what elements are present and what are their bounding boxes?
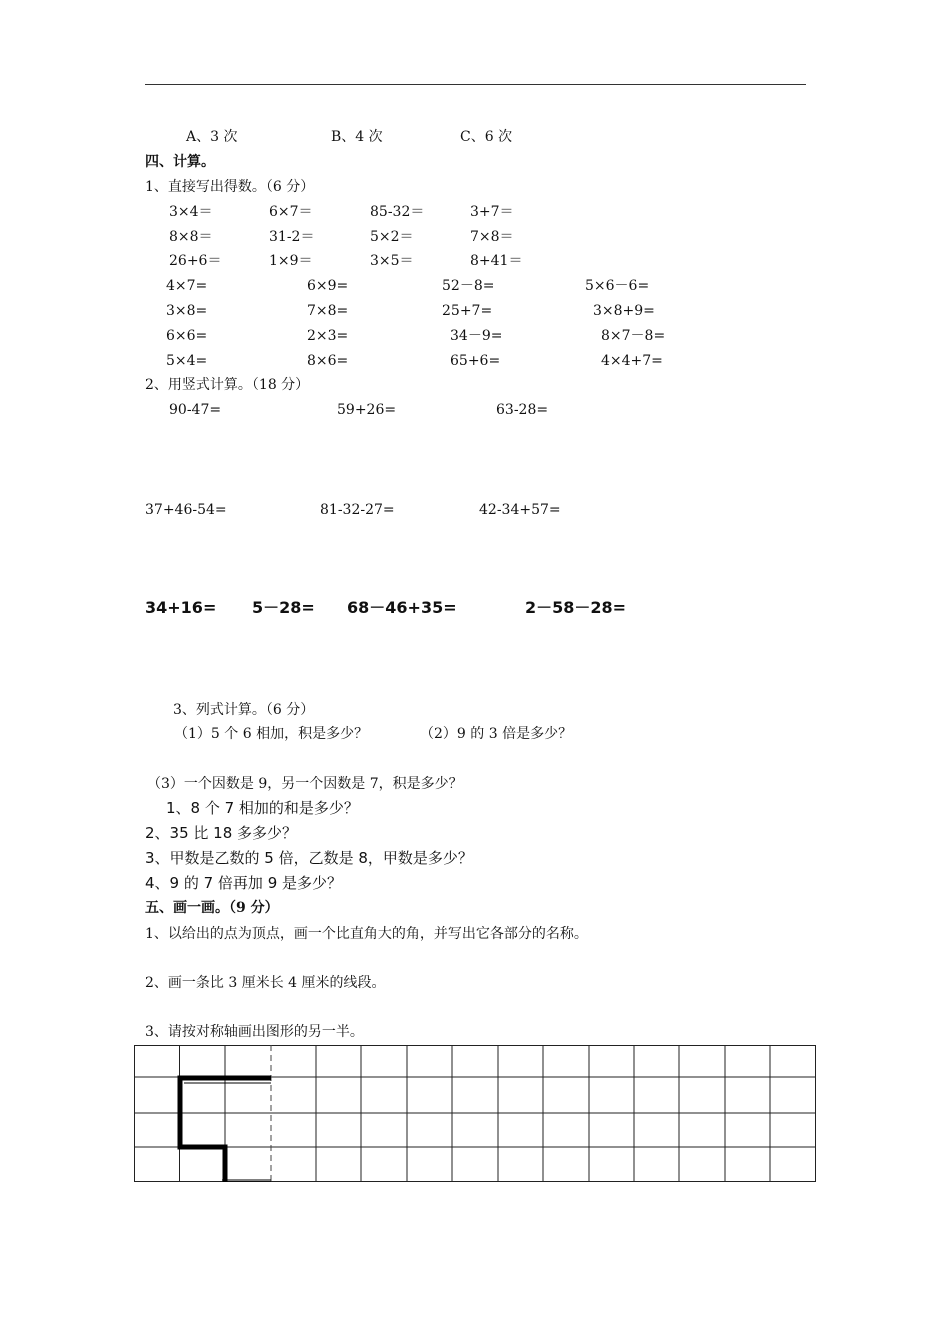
q3-title: 3、列式计算。（6 分） xyxy=(173,702,315,718)
q1-item: 5×6－6= xyxy=(585,278,650,294)
option-b: B、4 次 xyxy=(331,129,383,145)
q1-item: 3×5＝ xyxy=(370,253,414,269)
q3-item: 2、35 比 18 多多少？ xyxy=(145,824,298,842)
q1-item: 4×4+7= xyxy=(601,353,663,369)
q2-item: 34+16= xyxy=(145,598,217,617)
q1-item: 5×4= xyxy=(166,353,208,369)
q2-item: 59+26= xyxy=(337,402,397,418)
q1-item: 3+7＝ xyxy=(470,204,514,220)
q1-item: 5×2＝ xyxy=(370,229,414,245)
q2-item: 81-32-27= xyxy=(320,502,395,518)
q1-item: 6×7＝ xyxy=(269,204,313,220)
q1-item: 7×8＝ xyxy=(470,229,514,245)
q1-item: 25+7= xyxy=(442,303,493,319)
q2-item: 90-47= xyxy=(169,402,222,418)
q1-item: 52－8= xyxy=(442,278,495,294)
q1-item: 8×8＝ xyxy=(169,229,213,245)
q3-item: （2）9 的 3 倍是多少？ xyxy=(420,726,573,742)
q3-item: 4、9 的 7 倍再加 9 是多少？ xyxy=(145,874,343,892)
q1-item: 31-2＝ xyxy=(269,229,315,245)
q1-item: 65+6= xyxy=(450,353,501,369)
q1-item: 3×8+9= xyxy=(593,303,655,319)
q1-item: 3×4＝ xyxy=(169,204,213,220)
q3-item: （1）5 个 6 相加，积是多少？ xyxy=(174,726,369,742)
q1-item: 7×8= xyxy=(307,303,349,319)
q1-item: 3×8= xyxy=(166,303,208,319)
header-rule xyxy=(145,84,806,85)
q1-title: 1、直接写出得数。（6 分） xyxy=(145,179,315,195)
symmetry-grid xyxy=(134,1045,816,1182)
section-5-title: 五、画一画。（9 分） xyxy=(145,900,279,916)
draw-item: 2、画一条比 3 厘米长 4 厘米的线段。 xyxy=(145,975,386,991)
grid-lines xyxy=(134,1045,816,1182)
q3-item: 3、甲数是乙数的 5 倍，乙数是 8，甲数是多少？ xyxy=(145,849,473,867)
q2-item: 2－58－28= xyxy=(525,598,627,617)
q1-item: 4×7= xyxy=(166,278,208,294)
q1-item: 8×6= xyxy=(307,353,349,369)
q1-item: 85-32＝ xyxy=(370,204,425,220)
option-c: C、6 次 xyxy=(460,129,513,145)
q2-item: 5－28= xyxy=(252,598,315,617)
q3-item: 1、8 个 7 相加的和是多少？ xyxy=(166,799,359,817)
q1-item: 1×9＝ xyxy=(269,253,313,269)
section-4-title: 四、计算。 xyxy=(145,154,215,170)
q1-item: 26+6＝ xyxy=(169,253,222,269)
draw-item: 3、请按对称轴画出图形的另一半。 xyxy=(145,1024,364,1040)
q1-item: 8+41＝ xyxy=(470,253,523,269)
q3-item: （3）一个因数是 9，另一个因数是 7，积是多少？ xyxy=(147,776,463,792)
q2-item: 63-28= xyxy=(496,402,549,418)
q2-item: 68－46+35= xyxy=(347,598,457,617)
q1-item: 34－9= xyxy=(450,328,503,344)
option-a: A、3 次 xyxy=(186,129,238,145)
q2-title: 2、用竖式计算。（18 分） xyxy=(145,377,310,393)
q1-item: 2×3= xyxy=(307,328,349,344)
draw-item: 1、以给出的点为顶点，画一个比直角大的角，并写出它各部分的名称。 xyxy=(145,926,588,942)
q1-item: 6×9= xyxy=(307,278,349,294)
q1-item: 8×7－8= xyxy=(601,328,666,344)
q2-item: 37+46-54= xyxy=(145,502,227,518)
q1-item: 6×6= xyxy=(166,328,208,344)
q2-item: 42-34+57= xyxy=(479,502,561,518)
